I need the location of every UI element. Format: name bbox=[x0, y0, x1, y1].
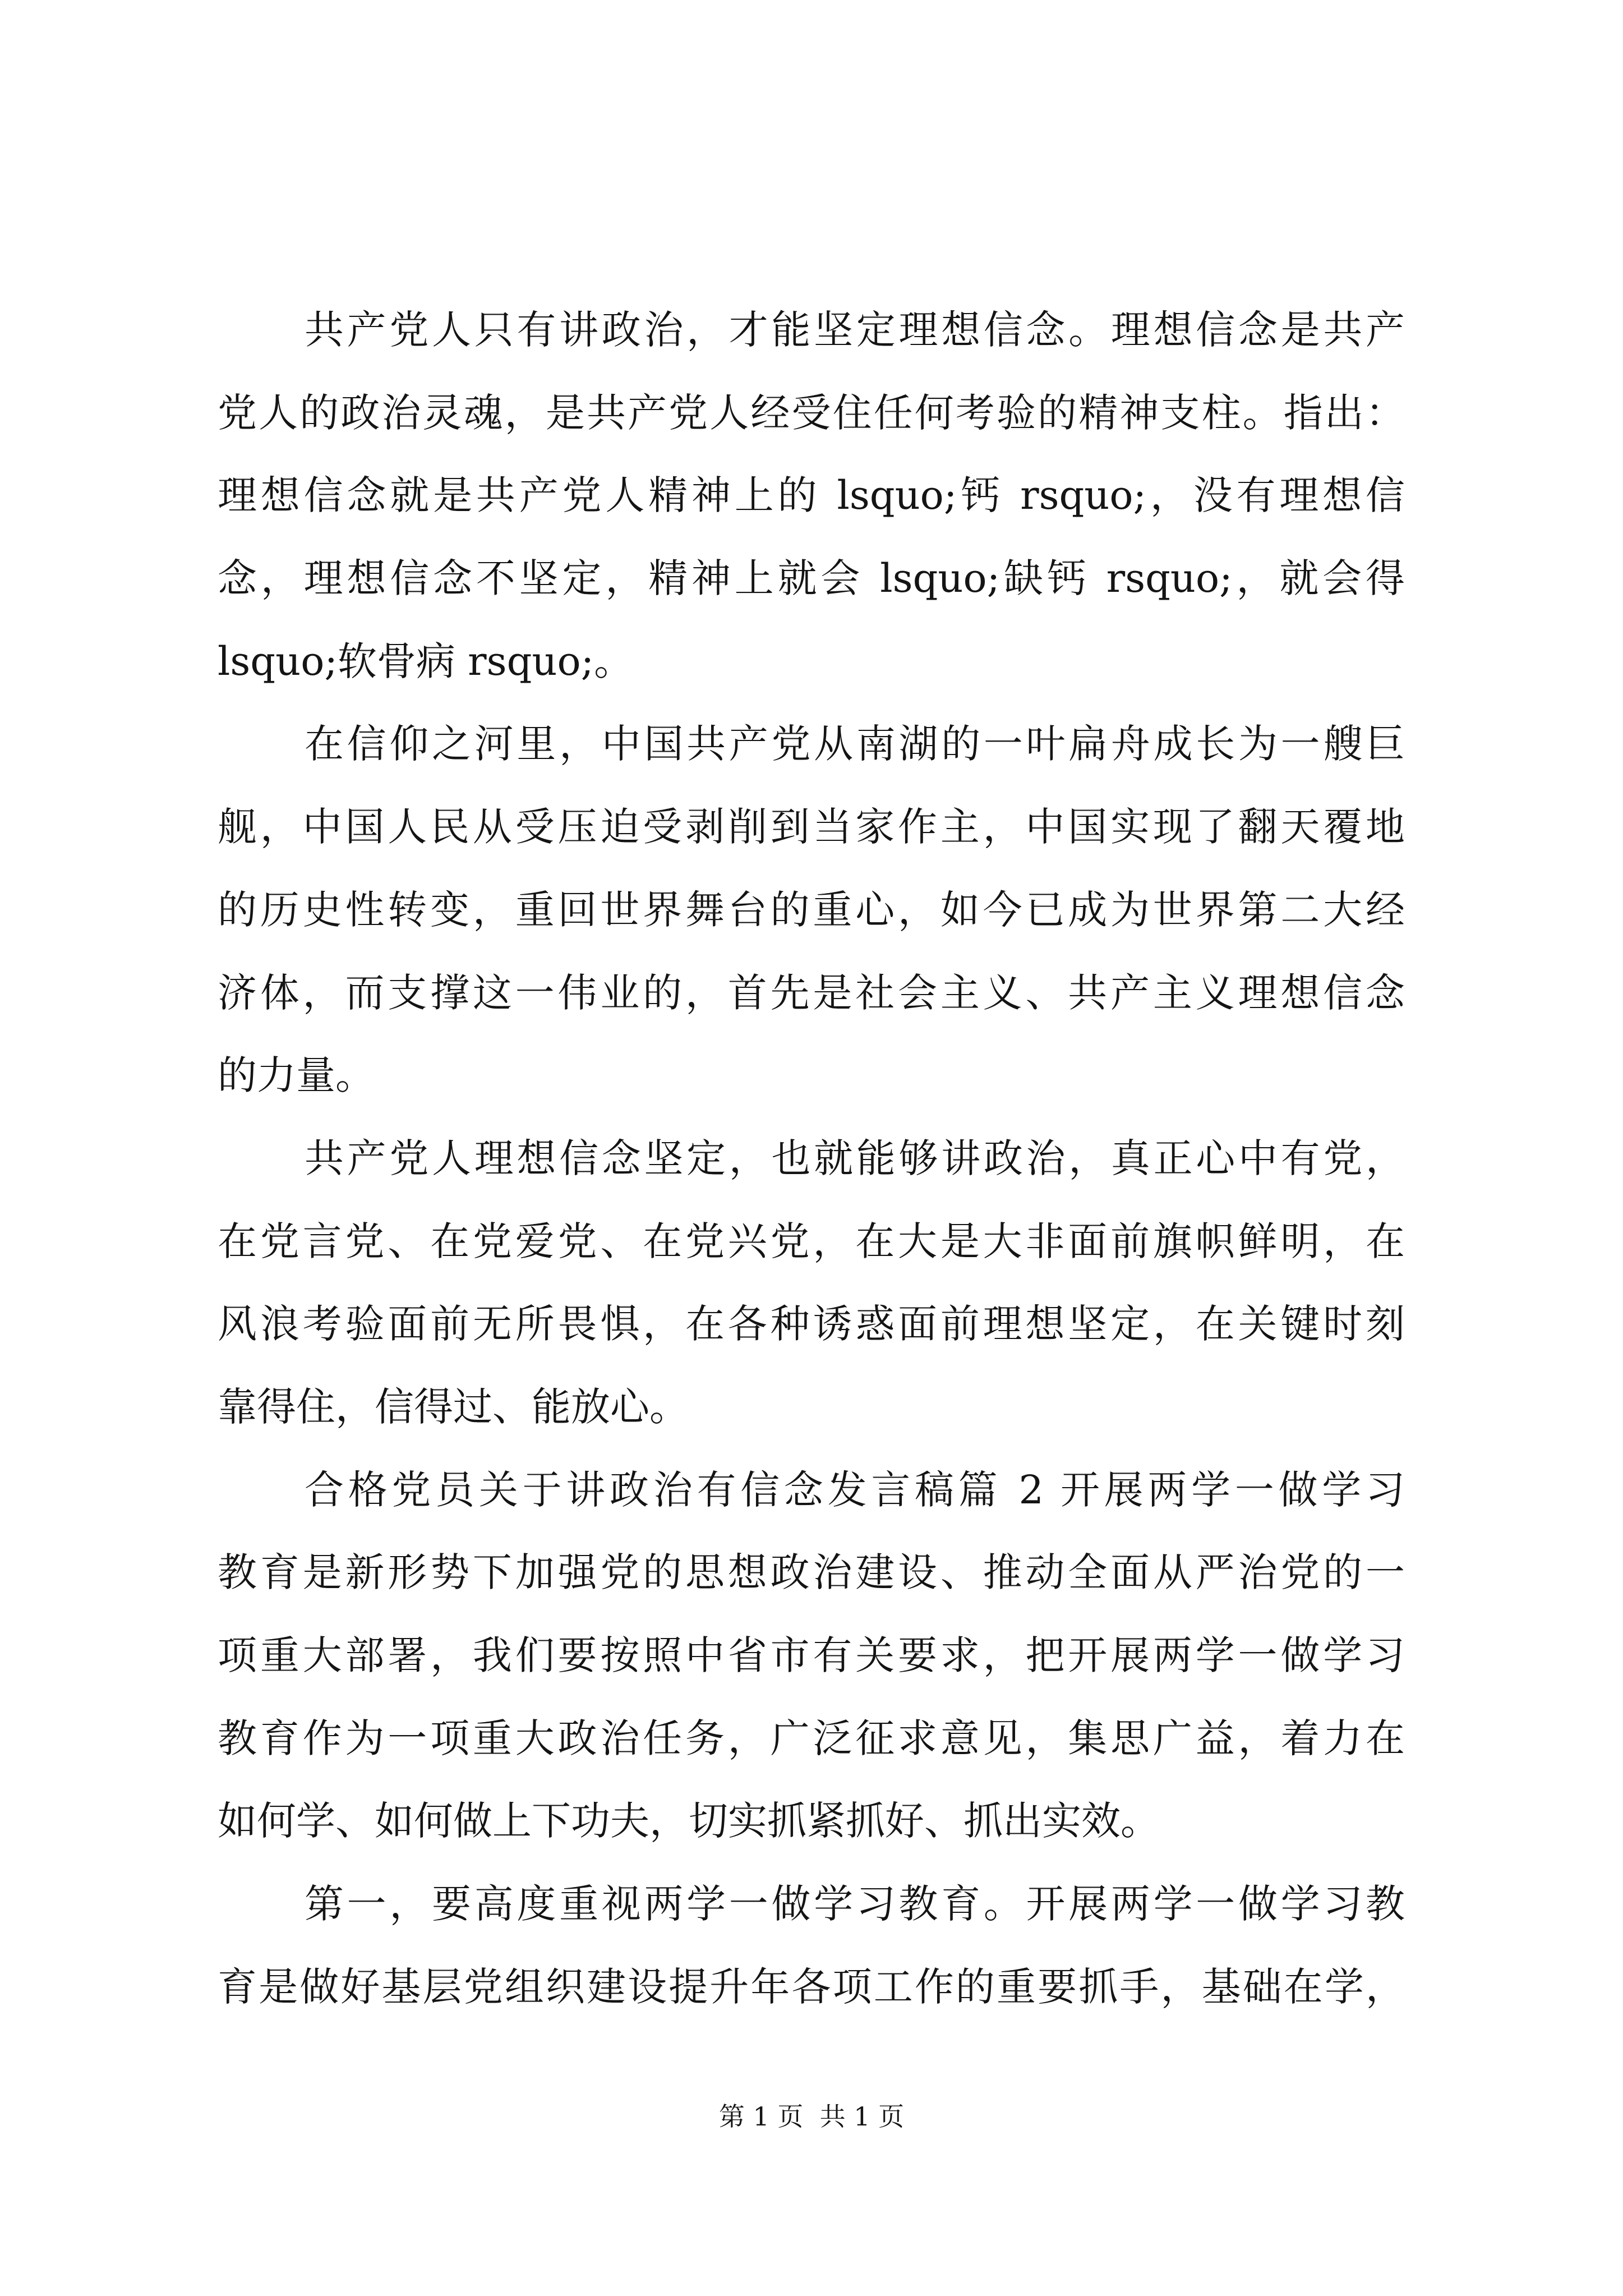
text-line: 济体，而支撑这一伟业的，首先是社会主义、共产主义理想信念 bbox=[218, 969, 1405, 1016]
text-line: 理想信念就是共产党人精神上的 lsquo;钙 rsquo;，没有理想信 bbox=[218, 472, 1405, 519]
text-line: 如何学、如何做上下功夫，切实抓紧抓好、抓出实效。 bbox=[218, 1798, 1160, 1844]
text-line: 念，理想信念不坚定，精神上就会 lsquo;缺钙 rsquo;，就会得 bbox=[218, 555, 1405, 602]
text-line: 的历史性转变，重回世界舞台的重心，如今已成为世界第二大经 bbox=[218, 886, 1405, 933]
paragraph bbox=[218, 1117, 1405, 1449]
paragraph bbox=[218, 703, 1405, 1117]
text-line: 育是做好基层党组织建设提升年各项工作的重要抓手，基础在学， bbox=[218, 1963, 1405, 2010]
paragraph bbox=[218, 1863, 1405, 2028]
text-line: 教育作为一项重大政治任务，广泛征求意见，集思广益，着力在 bbox=[218, 1715, 1405, 1761]
text-line: 靠得住，信得过、能放心。 bbox=[218, 1383, 689, 1430]
text-line: 党人的政治灵魂，是共产党人经受住任何考验的精神支柱。指出： bbox=[218, 389, 1405, 436]
text-line: 共产党人只有讲政治，才能坚定理想信念。理想信念是共产 bbox=[305, 307, 1405, 353]
text-line: 项重大部署，我们要按照中省市有关要求，把开展两学一做学习 bbox=[218, 1632, 1405, 1678]
text-line: 教育是新形势下加强党的思想政治建设、推动全面从严治党的一 bbox=[218, 1549, 1405, 1596]
text-line: 在信仰之河里，中国共产党从南湖的一叶扁舟成长为一艘巨 bbox=[305, 721, 1405, 767]
paragraph bbox=[218, 1449, 1405, 1863]
page-number-footer: 第 1 页 共 1 页 bbox=[718, 2101, 905, 2132]
paragraph bbox=[218, 289, 1405, 703]
document-body bbox=[218, 289, 1405, 2028]
text-line: 风浪考验面前无所畏惧，在各种诱惑面前理想坚定，在关键时刻 bbox=[218, 1301, 1405, 1347]
text-line: 合格党员关于讲政治有信念发言稿篇 2 开展两学一做学习 bbox=[305, 1466, 1405, 1513]
text-line: 的力量。 bbox=[218, 1052, 375, 1099]
text-line: 共产党人理想信念坚定，也就能够讲政治，真正心中有党， bbox=[305, 1135, 1405, 1181]
text-line: lsquo;软骨病 rsquo;。 bbox=[218, 638, 634, 684]
text-line: 第一，要高度重视两学一做学习教育。开展两学一做学习教 bbox=[305, 1881, 1405, 1927]
text-line: 舰，中国人民从受压迫受剥削到当家作主，中国实现了翻天覆地 bbox=[218, 804, 1405, 850]
text-line: 在党言党、在党爱党、在党兴党，在大是大非面前旗帜鲜明，在 bbox=[218, 1218, 1405, 1264]
